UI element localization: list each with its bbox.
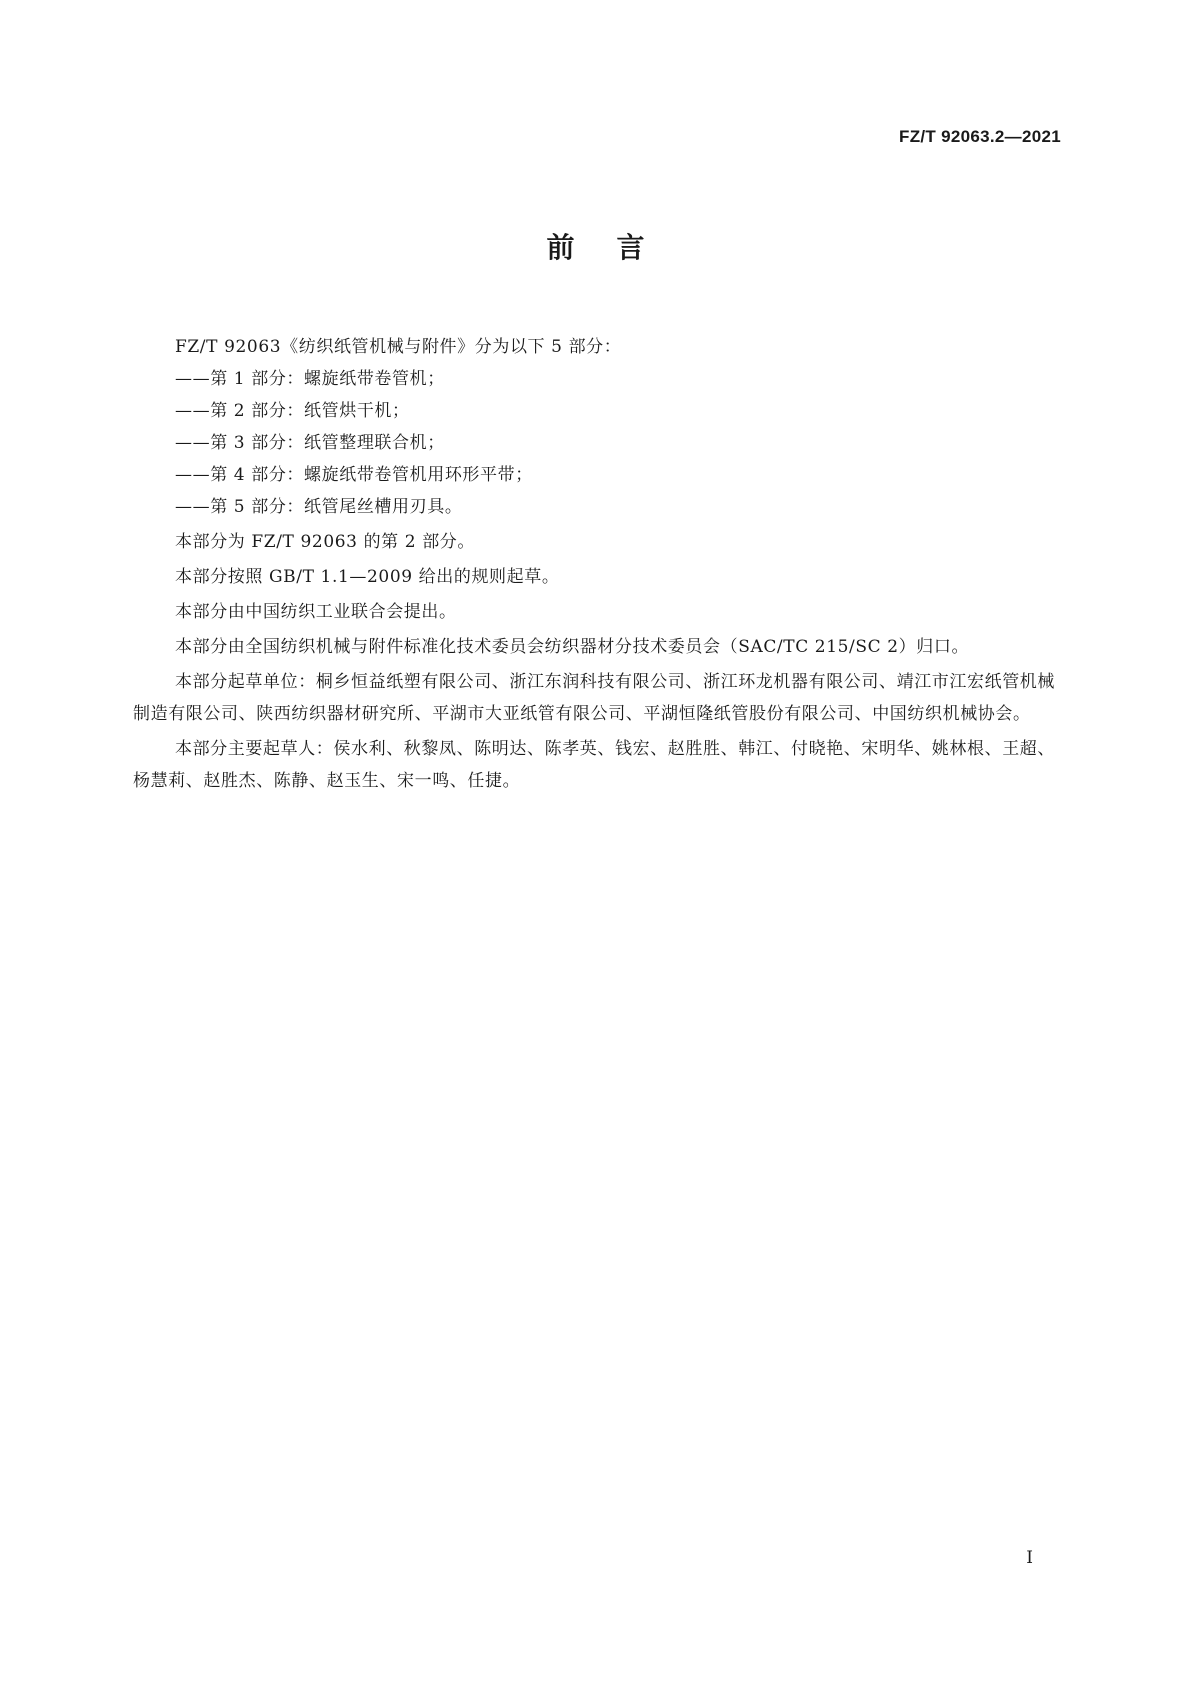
page-title: 前言: [546, 231, 687, 264]
body-paragraph: 本部分起草单位：桐乡恒益纸塑有限公司、浙江东润科技有限公司、浙江环龙机器有限公司、靖江市江宏纸管机械制造有限公司、陕西纺织器材研究所、平湖市大亚纸管有限公司、平湖恒隆纸管股份有限公司、中国纺织机械协会。: [133, 672, 1055, 724]
body-paragraph: 本部分为 FZ/T 92063 的第 2 部分。: [175, 532, 475, 552]
part-list-item: ——第 4 部分：螺旋纸带卷管机用环形平带；: [175, 465, 533, 485]
body-paragraph: 本部分按照 GB/T 1.1—2009 给出的规则起草。: [175, 567, 560, 587]
body-paragraph: 本部分主要起草人：侯水利、秋黎凤、陈明达、陈孝英、钱宏、赵胜胜、韩江、付晓艳、宋明华、姚林根、王超、杨慧莉、赵胜杰、陈静、赵玉生、宋一鸣、任捷。: [133, 739, 1055, 791]
intro-paragraph: FZ/T 92063《纺织纸管机械与附件》分为以下 5 部分：: [175, 337, 622, 357]
part-list-item: ——第 5 部分：纸管尾丝槽用刃具。: [175, 497, 463, 517]
body-paragraph: 本部分由中国纺织工业联合会提出。: [175, 602, 457, 622]
part-list-item: ——第 3 部分：纸管整理联合机；: [175, 433, 445, 453]
body-paragraph: 本部分由全国纺织机械与附件标准化技术委员会纺织器材分技术委员会（SAC/TC 215/SC 2）归口。: [175, 637, 970, 657]
document-code: FZ/T 92063.2—2021: [899, 127, 1061, 146]
part-list-item: ——第 2 部分：纸管烘干机；: [175, 401, 410, 421]
foreword-body: [133, 328, 1061, 797]
part-list-item: ——第 1 部分：螺旋纸带卷管机；: [175, 369, 445, 389]
page-number: I: [1026, 1548, 1033, 1568]
